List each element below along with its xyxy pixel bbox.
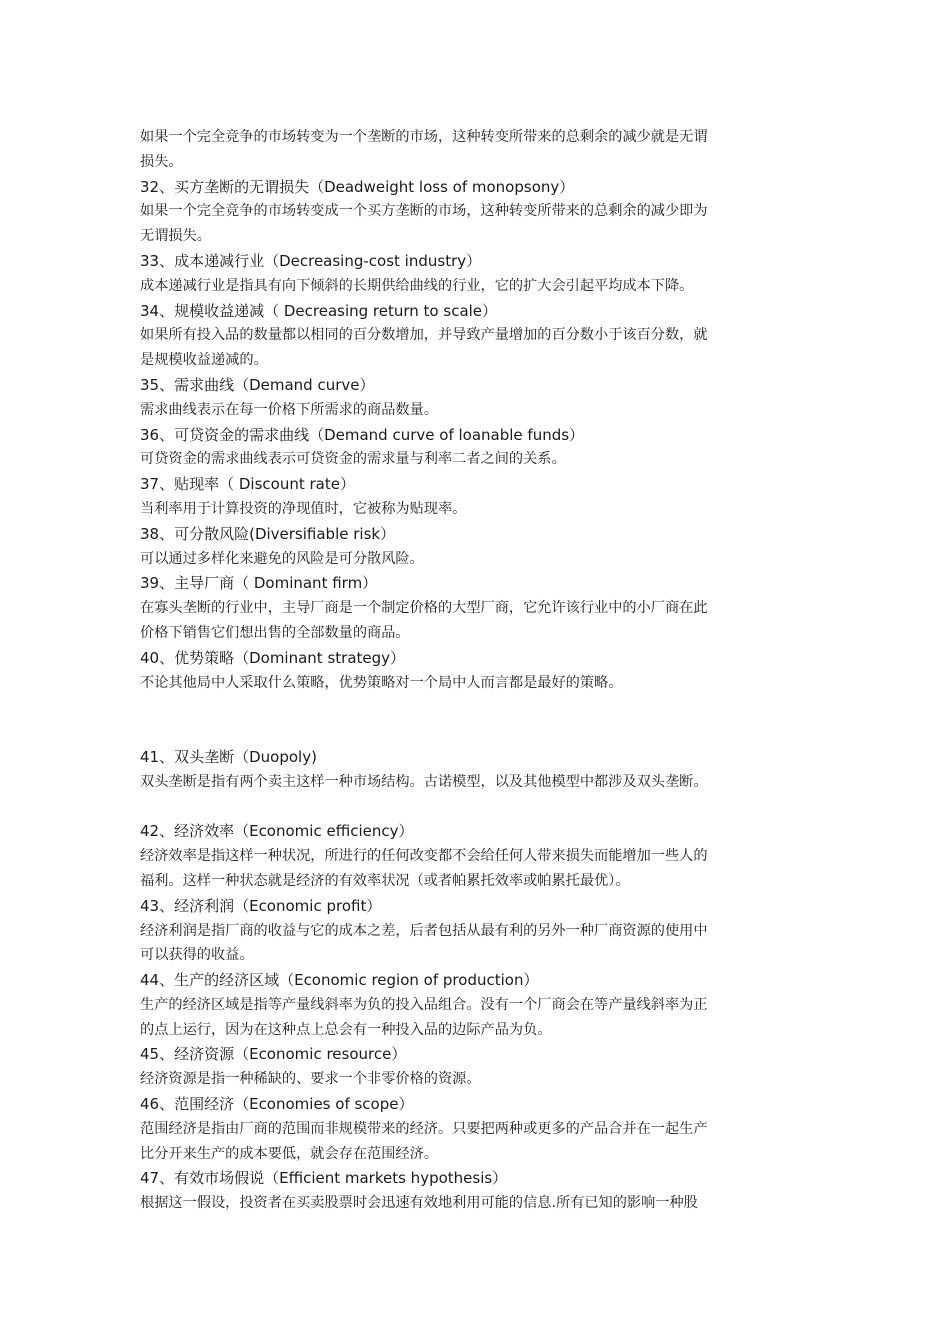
term-heading: 39、主导厂商（ Dominant firm） [140,574,378,593]
term-heading: 44、生产的经济区域（Economic region of production） [140,971,539,990]
term-definition-line: 可以通过多样化来避免的风险是可分散风险。 [140,550,424,567]
term-definition-line: 不论其他局中人采取什么策略，优势策略对一个局中人而言都是最好的策略。 [140,674,623,691]
term-definition-line: 如果一个完全竞争的市场转变为一个垄断的市场，这种转变所带来的总剩余的减少就是无谓 [140,129,708,145]
term-heading: 40、优势策略（Dominant strategy） [140,648,406,667]
term-definition-line: 双头垄断是指有两个卖主这样一种市场结构。古诺模型，以及其他模型中都涉及双头垄断。 [140,773,708,790]
term-definition-line: 经济利润是指厂商的收益与它的成本之差，后者包括从最有利的另外一种厂商资源的使用中 [140,922,708,939]
term-definition-line: 在寡头垄断的行业中，主导厂商是一个制定价格的大型厂商，它允许该行业中的小厂商在此 [140,600,708,617]
term-definition-line: 如果一个完全竞争的市场转变成一个买方垄断的市场，这种转变所带来的总剩余的减少即为 [140,203,708,220]
term-heading: 34、规模收益递减（ Decreasing return to scale） [140,301,498,320]
term-definition-line: 福利。这样一种状态就是经济的有效率状况（或者帕累托效率或帕累托最优）。 [140,872,630,889]
term-definition-line: 成本递减行业是指具有向下倾斜的长期供给曲线的行业，它的扩大会引起平均成本下降。 [140,277,694,294]
term-definition-line: 比分开来生产的成本要低，就会存在范围经济。 [140,1145,438,1162]
blank-line [140,695,816,720]
term-definition-line: 的点上运行，因为在这种点上总会有一种投入品的边际产品为负。 [140,1021,552,1038]
term-heading: 47、有效市场假说（Efficient markets hypothesis） [140,1169,508,1188]
document-body [140,125,816,1216]
term-heading: 45、经济资源（Economic resource） [140,1045,407,1064]
term-definition-line: 可以获得的收益。 [140,947,254,964]
term-heading: 42、经济效率（Economic efficiency） [140,822,414,841]
term-definition-line: 生产的经济区域是指等产量线斜率为负的投入品组合。没有一个厂商会在等产量线斜率为正 [140,996,708,1013]
term-definition-line: 范围经济是指由厂商的范围而非规模带来的经济。只要把两种或更多的产品合并在一起生产 [140,1120,708,1137]
term-definition-line: 是规模收益递减的。 [140,352,268,369]
term-definition-line: 如果所有投入品的数量都以相同的百分数增加，并导致产量增加的百分数小于该百分数，就 [140,327,708,344]
term-heading: 32、买方垄断的无谓损失（Deadweight loss of monopsony） [140,177,575,196]
term-heading: 35、需求曲线（Demand curve） [140,375,375,394]
term-heading: 37、贴现率（ Discount rate） [140,475,355,494]
term-definition-line: 当利率用于计算投资的净现值时，它被称为贴现率。 [140,500,467,517]
term-heading: 38、可分散风险(Diversifiable risk） [140,524,396,543]
term-heading: 41、双头垄断（Duopoly) [140,747,317,766]
term-definition-line: 经济效率是指这样一种状况，所进行的任何改变都不会给任何人带来损失而能增加一些人的 [140,848,708,865]
term-definition-line: 需求曲线表示在每一价格下所需求的商品数量。 [140,401,438,418]
term-heading: 33、成本递减行业（Decreasing-cost industry） [140,251,482,270]
blank-line [140,720,816,745]
blank-line [140,795,816,820]
term-heading: 43、经济利润（Economic profit） [140,896,382,915]
term-heading: 36、可贷资金的需求曲线（Demand curve of loanable funds） [140,425,585,444]
term-definition-line: 根据这一假设，投资者在买卖股票时会迅速有效地利用可能的信息.所有已知的影响一种股 [140,1195,698,1212]
term-definition-line: 经济资源是指一种稀缺的、要求一个非零价格的资源。 [140,1071,481,1088]
term-heading: 46、范围经济（Economies of scope） [140,1095,414,1114]
term-definition-line: 无谓损失。 [140,228,211,245]
term-definition-line: 损失。 [140,153,183,170]
term-definition-line: 价格下销售它们想出售的全部数量的商品。 [140,624,410,641]
term-definition-line: 可贷资金的需求曲线表示可贷资金的需求量与利率二者之间的关系。 [140,451,566,468]
